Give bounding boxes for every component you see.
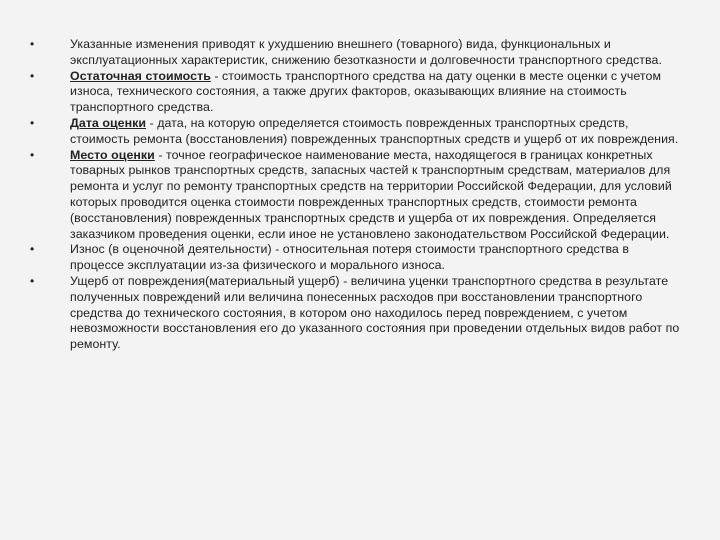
list-item	[30, 69, 680, 116]
bullet-icon: •	[30, 37, 35, 51]
list-item	[30, 242, 680, 274]
item-text: Ущерб от повреждения(материальный ущерб) - величина уценки транспортного средства в результате полученных повреждений или величина понесенных расходов при восстановлении транспортного средства до технического состояния, в котором оно находилось перед повреждением, с учетом невозможности восстановления его до указанного состояния при проведении отдельных видов работ по ремонту.	[70, 273, 680, 352]
item-text: - дата, на которую определяется стоимость поврежденных транспортных средств, стоимость ремонта (восстановления) поврежденных транспортных средств и ущерб от их повреждения.	[70, 115, 679, 146]
bullet-icon: •	[30, 273, 35, 288]
bullet-icon: •	[30, 68, 35, 83]
definitions-list	[30, 37, 680, 353]
item-text: - точное географическое наименование места, находящегося в границах конкретных товарных рынков транспортных средств, запасных частей к транспортным средствам, материалов для ремонта и услуг по ремонту транспортных средств на территории Российской Федерации, для условий которых проводится оценка стоимости поврежденных транспортных средств, стоимости ремонта (восстановления) поврежденных транспортных средств и ущерба от их повреждения. Определяется заказчиком проведения оценки, если иное не установлено законодательством Российской Федерации.	[70, 147, 672, 241]
bullet-icon: •	[30, 147, 35, 162]
list-item	[30, 116, 680, 148]
bullet-icon: •	[30, 242, 35, 257]
list-item	[30, 274, 680, 353]
term-valuation-place: Место оценки	[70, 147, 155, 162]
term-residual-value: Остаточная стоимость	[70, 68, 211, 83]
list-item	[30, 148, 680, 243]
term-valuation-date: Дата оценки	[70, 115, 147, 130]
item-text: Износ (в оценочной деятельности) - относительная потеря стоимости транспортного средства в процессе эксплуатации из-за физического и морального износа.	[70, 242, 630, 273]
list-item	[30, 37, 680, 69]
bullet-icon: •	[30, 115, 35, 130]
item-text: Указанные изменения приводят к ухудшению внешнего (товарного) вида, функциональных и эксплуатационных характеристик, снижению безотказности и долговечности транспортного средства.	[70, 37, 662, 67]
item-text: - стоимость транспортного средства на дату оценки в месте оценки с учетом износа, технического состояния, а также других факторов, оказывающих влияние на стоимость транспортного средства.	[70, 68, 662, 115]
